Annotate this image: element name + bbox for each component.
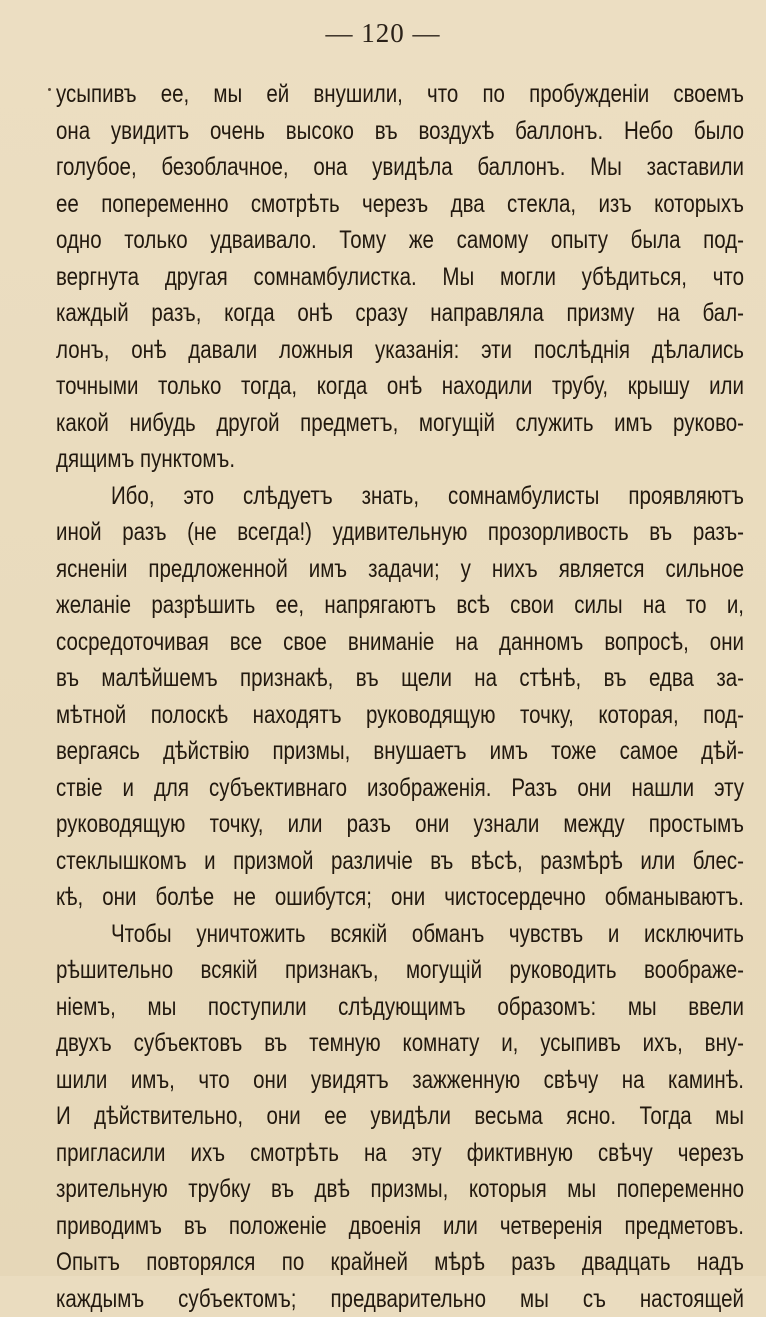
text-line: вергаясь дѣйствію призмы, внушаетъ имъ тоже самое дѣй- bbox=[56, 733, 744, 770]
text-line: какой нибудь другой предметъ, могущій служить имъ руково- bbox=[56, 405, 744, 442]
text-line: зрительную трубку въ двѣ призмы, которыя мы попеременно bbox=[56, 1171, 744, 1208]
text-line: рѣшительно всякій признакъ, могущій руководить воображе- bbox=[56, 952, 744, 989]
body-text bbox=[56, 76, 744, 1317]
text-line: Ибо, это слѣдуетъ знать, сомнамбулисты проявляютъ bbox=[56, 478, 744, 515]
text-line: руководящую точку, или разъ они узнали между простымъ bbox=[56, 806, 744, 843]
text-line: иной разъ (не всегда!) удивительную прозорливость въ разъ- bbox=[56, 514, 744, 551]
ink-speck bbox=[48, 88, 51, 91]
text-line: И дѣйствительно, они ее увидѣли весьма ясно. Тогда мы bbox=[56, 1098, 744, 1135]
text-line: двухъ субъектовъ въ темную комнату и, усыпивъ ихъ, вну- bbox=[56, 1025, 744, 1062]
text-line: ее попеременно смотрѣть черезъ два стекла, изъ которыхъ bbox=[56, 186, 744, 223]
text-line: каждый разъ, когда онѣ сразу направляла призму на бал- bbox=[56, 295, 744, 332]
text-line: ясненіи предложенной имъ задачи; у нихъ является сильное bbox=[56, 551, 744, 588]
text-line: желаніе разрѣшить ее, напрягаютъ всѣ свои силы на то и, bbox=[56, 587, 744, 624]
text-line: голубое, безоблачное, она увидѣла баллонъ. Мы заставили bbox=[56, 149, 744, 186]
text-line: въ малѣйшемъ признакѣ, въ щели на стѣнѣ, въ едва за- bbox=[56, 660, 744, 697]
text-line: кѣ, они болѣе не ошибутся; они чистосердечно обманываютъ. bbox=[56, 879, 744, 916]
page-number: — 120 — bbox=[0, 18, 766, 49]
text-line: сосредоточивая все свое вниманіе на данномъ вопросѣ, они bbox=[56, 624, 744, 661]
text-line: лонъ, онѣ давали ложныя указанія: эти послѣднія дѣлались bbox=[56, 332, 744, 369]
text-line: Чтобы уничтожить всякій обманъ чувствъ и исключить bbox=[56, 916, 744, 953]
text-line: усыпивъ ее, мы ей внушили, что по пробужденіи своемъ bbox=[56, 76, 744, 113]
text-line: приводимъ въ положеніе двоенія или четверенія предметовъ. bbox=[56, 1208, 744, 1245]
text-line: каждымъ субъектомъ; предварительно мы съ настоящей bbox=[56, 1281, 744, 1317]
text-line: мѣтной полоскѣ находятъ руководящую точку, которая, под- bbox=[56, 697, 744, 734]
text-line: точными только тогда, когда онѣ находили трубу, крышу или bbox=[56, 368, 744, 405]
text-line: вергнута другая сомнамбулистка. Мы могли убѣдиться, что bbox=[56, 259, 744, 296]
text-line: она увидитъ очень высоко въ воздухѣ баллонъ. Небо было bbox=[56, 113, 744, 150]
text-line: шили имъ, что они увидятъ зажженную свѣчу на каминѣ. bbox=[56, 1062, 744, 1099]
text-line: пригласили ихъ смотрѣть на эту фиктивную свѣчу черезъ bbox=[56, 1135, 744, 1172]
text-line: ствіе и для субъективнаго изображенія. Разъ они нашли эту bbox=[56, 770, 744, 807]
text-line: ніемъ, мы поступили слѣдующимъ образомъ: мы ввели bbox=[56, 989, 744, 1026]
text-line: Опытъ повторялся по крайней мѣрѣ разъ двадцать надъ bbox=[56, 1244, 744, 1281]
text-line: одно только удваивало. Тому же самому опыту была под- bbox=[56, 222, 744, 259]
text-line: стеклышкомъ и призмой различіе въ вѣсѣ, размѣрѣ или блес- bbox=[56, 843, 744, 880]
text-line: дящимъ пунктомъ. bbox=[56, 441, 744, 478]
